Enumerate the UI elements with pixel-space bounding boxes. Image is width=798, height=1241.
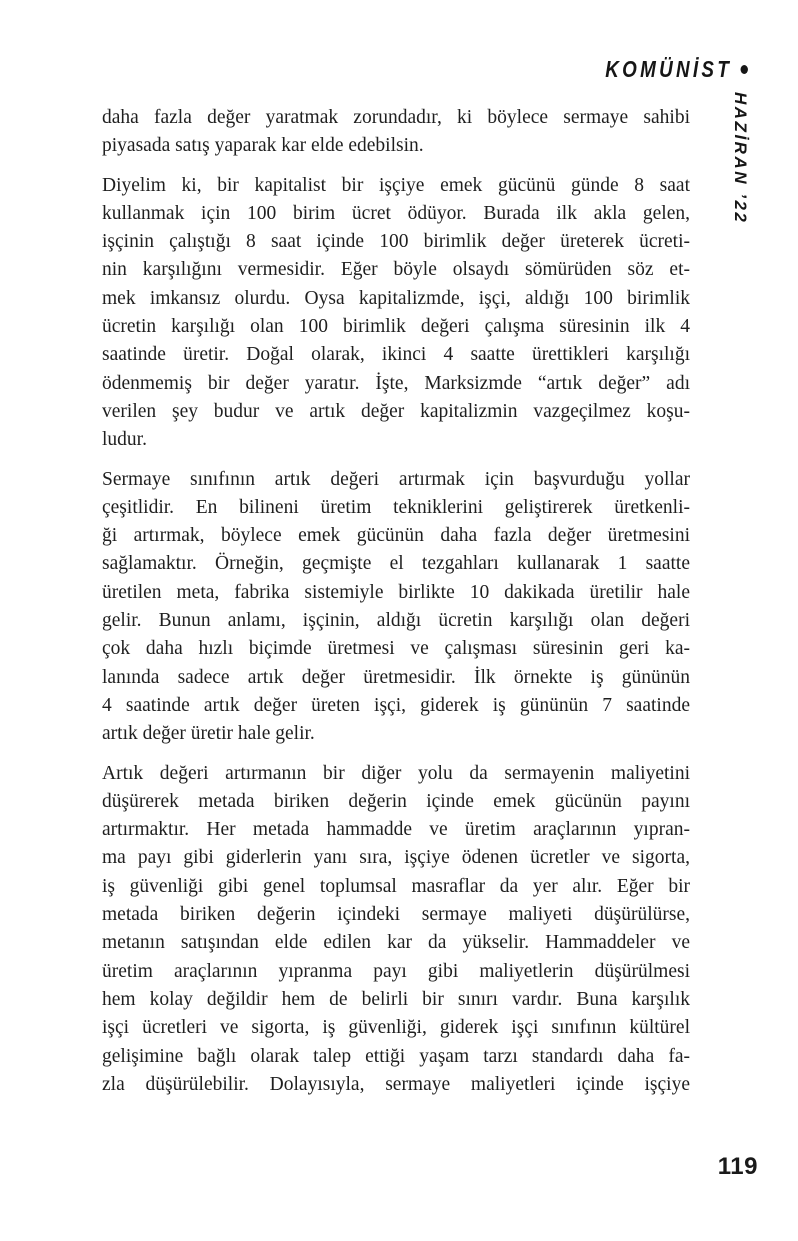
text-line: gelir. Bunun anlamı, işçinin, aldığı ücretin karşılığı olan değeri	[102, 610, 690, 632]
text-line: üretilen meta, fabrika sistemiyle birlikte 10 dakikada üretilir hale	[102, 581, 690, 603]
paragraph	[102, 172, 690, 455]
text-line: ödenmemiş bir değer yaratır. İşte, Marksizmde “artık değer” adı	[102, 372, 690, 394]
text-line: metada biriken değerin içindeki sermaye maliyeti düşürülürse,	[102, 904, 690, 926]
text-line: hem kolay değildir hem de belirli bir sınırı vardır. Buna karşılık	[102, 988, 690, 1010]
text-line: ma payı gibi giderlerin yanı sıra, işçiye ödenen ücretler ve sigorta,	[102, 847, 690, 869]
text-line: kullanmak için 100 birim ücret ödüyor. Burada ilk akla gelen,	[102, 202, 690, 224]
paragraph	[102, 760, 690, 1100]
bullet-icon	[741, 65, 748, 74]
text-line: saatinde üretir. Doğal olarak, ikinci 4 saatte ürettikleri karşılığı	[102, 344, 690, 366]
text-line: lanında sadece artık değer üretmesidir. İlk örnekte iş gününün	[102, 666, 690, 688]
text-line: sağlamaktır. Örneğin, geçmişte el tezgahları kullanarak 1 saatte	[102, 553, 690, 575]
text-line: daha fazla değer yaratmak zorundadır, ki böylece sermaye sahibi	[102, 107, 690, 128]
text-line: gelişimine bağlı olarak talep ettiği yaşam tarzı standardı daha fa-	[102, 1045, 690, 1067]
text-line: nin karşılığını vermesidir. Eğer böyle olsaydı sömürüden söz et-	[102, 259, 690, 281]
text-line: zla düşürülebilir. Dolayısıyla, sermaye maliyetleri içinde işçiye	[102, 1073, 690, 1095]
text-line: işçinin çalıştığı 8 saat içinde 100 birimlik değer üreterek ücreti-	[102, 231, 690, 253]
text-line: verilen şey budur ve artık değer kapitalizmin vazgeçilmez koşu-	[102, 400, 690, 422]
text-line: işçi ücretleri ve sigorta, iş güvenliği, giderek işçi sınıfının kültürel	[102, 1017, 690, 1039]
issue-date-vertical: HAZİRAN ’22	[731, 92, 750, 225]
text-line: metanın satışından elde edilen kar da yükselir. Hammaddeler ve	[102, 932, 690, 954]
text-line: iş güvenliği gibi genel toplumsal masraflar da yer alır. Eğer bir	[102, 875, 690, 897]
text-line: çok daha hızlı biçimde üretmesi ve çalışması süresinin geri ka-	[102, 638, 690, 660]
text-line: artık değer üretir hale gelir.	[102, 723, 315, 745]
text-line: artırmaktır. Her metada hammadde ve üretim araçlarının yıpran-	[102, 819, 690, 841]
paragraph	[102, 466, 690, 749]
text-line: Sermaye sınıfının artık değeri artırmak için başvurduğu yollar	[102, 468, 690, 490]
text-line: piyasada satış yaparak kar elde edebilsin.	[102, 135, 424, 157]
page-number: 119	[717, 1153, 758, 1180]
masthead	[606, 56, 748, 83]
text-line: ludur.	[102, 429, 147, 451]
magazine-title: KOMÜNİST	[605, 56, 733, 82]
text-line: Diyelim ki, bir kapitalist bir işçiye emek gücünü günde 8 saat	[102, 174, 690, 196]
text-line: çeşitlidir. En bilineni üretim tekniklerini geliştirerek üretkenli-	[102, 496, 690, 518]
text-line: ği artırmak, böylece emek gücünün daha fazla değer üretmesini	[102, 525, 690, 547]
text-line: üretim araçlarının yıpranma payı gibi maliyetlerin düşürülmesi	[102, 960, 690, 982]
text-line: Artık değeri artırmanın bir diğer yolu da sermayenin maliyetini	[102, 762, 690, 784]
text-line: ücretin karşılığı olan 100 birimlik değeri çalışma süresinin ilk 4	[102, 316, 690, 338]
page-body	[102, 104, 690, 1110]
text-line: 4 saatinde artık değer üreten işçi, giderek iş gününün 7 saatinde	[102, 694, 690, 716]
text-line: düşürerek metada biriken değerin içinde emek gücünün payını	[102, 790, 690, 812]
text-line: mek imkansız olurdu. Oysa kapitalizmde, işçi, aldığı 100 birimlik	[102, 287, 690, 309]
paragraph	[102, 104, 690, 161]
